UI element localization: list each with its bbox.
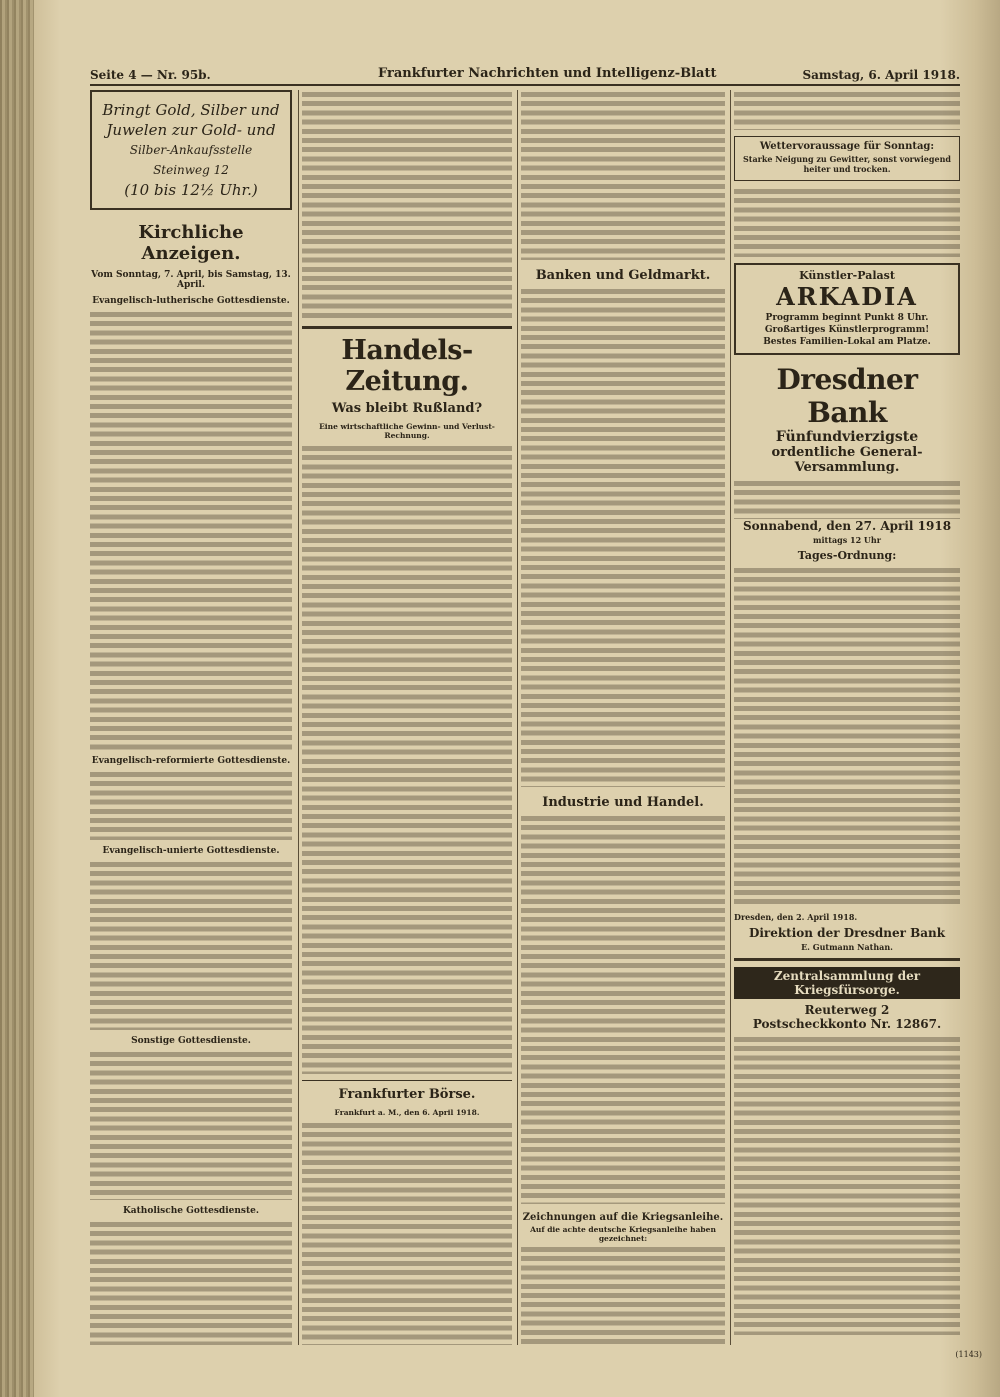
bank-intro-text bbox=[734, 479, 960, 519]
bank-sign-names: E. Gutmann Nathan. bbox=[801, 942, 893, 952]
church-dateline: Vom Sonntag, 7. April, bis Samstag, 13. April. bbox=[91, 270, 291, 290]
bank-time: mittags 12 Uhr bbox=[813, 535, 881, 545]
ad-reference-number: (1143) bbox=[955, 1350, 982, 1359]
weather-text: Starke Neigung zu Gewitter, sonst vorwiegend heiter und trocken. bbox=[743, 154, 951, 174]
bank-name: Dresdner Bank bbox=[776, 363, 918, 429]
industry-text bbox=[521, 814, 725, 1204]
column-separator bbox=[730, 90, 731, 1345]
bank-sub: Fünfundvierzigste bbox=[775, 429, 919, 445]
church-listing-text bbox=[90, 770, 292, 840]
boerse-date: Frankfurt a. M., den 6. April 1918. bbox=[334, 1108, 480, 1117]
bank-agenda: Tages-Ordnung: bbox=[797, 549, 897, 562]
kfs-postscheck: Postscheckkonto Nr. 12867. bbox=[752, 1017, 942, 1031]
war-loan-sub: Auf die achte deutsche Kriegsanleihe haben gezeichnet: bbox=[530, 1225, 716, 1243]
industry-heading: Industrie und Handel. bbox=[542, 795, 704, 810]
section-rule bbox=[734, 958, 960, 961]
weather-title: Wettervoraussage für Sonntag: bbox=[759, 141, 935, 152]
banks-text bbox=[521, 287, 725, 787]
bank-agenda-text bbox=[734, 566, 960, 906]
ads-top-text bbox=[734, 90, 960, 130]
kfs-title: Zentralsammlung der Kriegsfürsorge. bbox=[734, 967, 960, 999]
header-rule bbox=[90, 84, 960, 86]
gold-ad: Bringt Gold, Silber und Juwelen zur Gold- und Silber-Ankaufsstelle Steinweg 12 (10 bis 12½ Uhr.) bbox=[90, 90, 292, 210]
column-ads bbox=[734, 90, 960, 1345]
church-listing-text bbox=[90, 860, 292, 1030]
column-commerce bbox=[302, 90, 512, 1345]
article-headline: Was bleibt Rußland? bbox=[331, 401, 483, 416]
war-loan-text bbox=[521, 1245, 725, 1345]
war-loan-heading: Zeichnungen auf die Kriegsanleihe. bbox=[522, 1212, 724, 1223]
weather-box bbox=[734, 136, 960, 181]
church-listing-text bbox=[90, 310, 292, 750]
markets-text bbox=[521, 90, 725, 260]
church-listing-text bbox=[90, 1050, 292, 1200]
arkadia-line: Programm beginnt Punkt 8 Uhr. bbox=[765, 313, 929, 323]
imprint-text bbox=[734, 187, 960, 257]
article-body bbox=[302, 444, 512, 1074]
column-separator bbox=[517, 90, 518, 1345]
church-section-heading: Evangelisch-lutherische Gottesdienste. bbox=[92, 296, 290, 306]
church-continued-text bbox=[302, 90, 512, 320]
church-section-heading: Katholische Gottesdienste. bbox=[122, 1206, 259, 1216]
church-title: Kirchliche Anzeigen. bbox=[138, 222, 244, 264]
page-date: Samstag, 6. April 1918. bbox=[802, 68, 960, 82]
section-rule bbox=[302, 326, 512, 329]
banks-heading: Banken und Geldmarkt. bbox=[535, 268, 711, 283]
kfs-address: Reuterweg 2 bbox=[804, 1003, 890, 1017]
arkadia-name: ARKADIA bbox=[776, 282, 918, 311]
boerse-body bbox=[302, 1121, 512, 1345]
page-header bbox=[90, 64, 960, 86]
arkadia-top: Künstler-Palast bbox=[799, 269, 895, 282]
section-rule bbox=[302, 1080, 512, 1081]
church-section-heading: Evangelisch-unierte Gottesdienste. bbox=[102, 846, 280, 856]
church-section-heading: Sonstige Gottesdienste. bbox=[131, 1036, 251, 1046]
arkadia-ad bbox=[734, 263, 960, 355]
arkadia-line: Großartiges Künstlerprogramm! bbox=[764, 325, 930, 335]
church-section-heading: Evangelisch-reformierte Gottesdienste. bbox=[91, 756, 291, 766]
kfs-text bbox=[734, 1035, 960, 1335]
bank-sign-date: Dresden, den 2. April 1918. bbox=[734, 912, 858, 922]
page-number: Seite 4 — Nr. 95b. bbox=[90, 68, 211, 82]
column-church bbox=[90, 90, 292, 1345]
bank-sign-direktion: Direktion der Dresdner Bank bbox=[748, 926, 946, 940]
bank-date: Sonnabend, den 27. April 1918 bbox=[742, 519, 952, 533]
bank-sub: ordentliche General-Versammlung. bbox=[771, 445, 923, 475]
column-markets bbox=[521, 90, 725, 1345]
arkadia-line: Bestes Familien-Lokal am Platze. bbox=[763, 337, 931, 347]
column-separator bbox=[298, 90, 299, 1345]
book-binding bbox=[0, 0, 34, 1397]
article-kicker: Eine wirtschaftliche Gewinn- und Verlust-Rechnung. bbox=[319, 422, 495, 440]
newspaper-title: Frankfurter Nachrichten und Intelligenz-Blatt bbox=[378, 66, 717, 81]
church-listing-text bbox=[90, 1220, 292, 1345]
commerce-title: Handels-Zeitung. bbox=[341, 335, 473, 397]
boerse-title: Frankfurter Börse. bbox=[338, 1087, 476, 1102]
